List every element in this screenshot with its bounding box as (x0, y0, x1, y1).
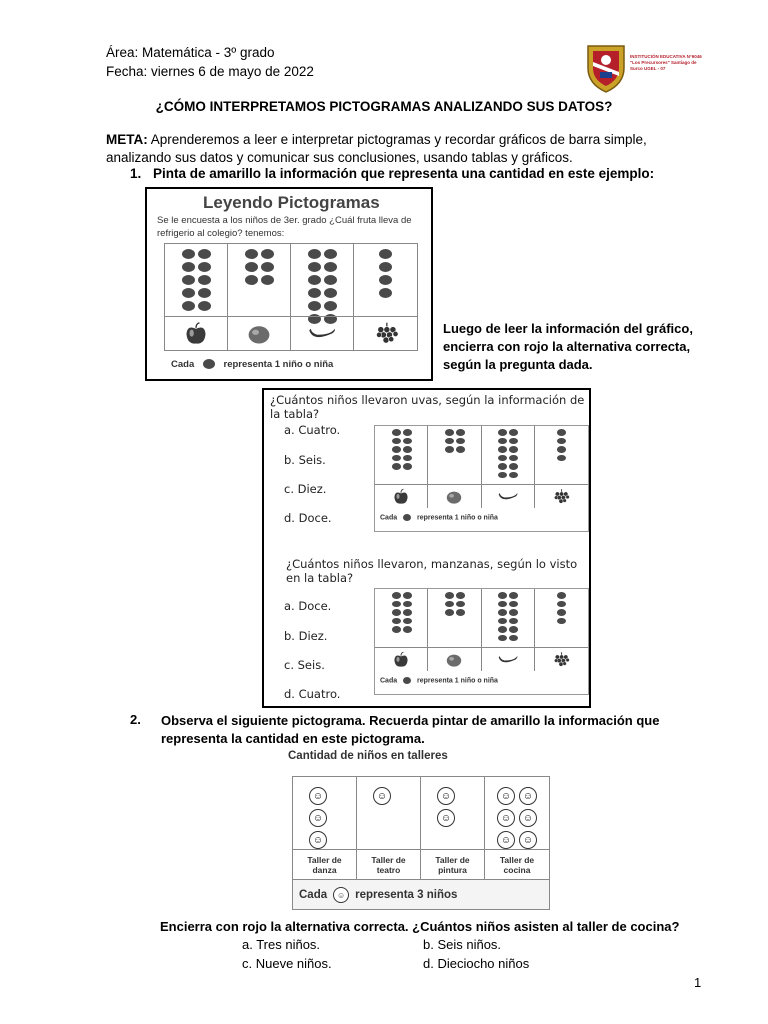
face-unit-icon: ☺ (309, 809, 327, 827)
taller-column (485, 777, 549, 879)
pictogram-column (291, 244, 354, 350)
dot-column (444, 591, 466, 617)
dot-unit-icon (509, 438, 518, 445)
dot-unit-icon (403, 455, 412, 462)
talleres-title: Cantidad de niños en talleres (288, 750, 448, 762)
dot-unit-icon (509, 635, 518, 642)
question2-text: Encierra con rojo la alternativa correcta. ¿Cuántos niños asisten al taller de cocina? (160, 919, 680, 934)
face-unit-icon: ☺ (497, 809, 515, 827)
dot-unit-icon (182, 262, 195, 272)
dot-unit-icon (509, 626, 518, 633)
taller-column (357, 777, 421, 879)
dot-unit-icon (392, 592, 401, 599)
pictogram-column (375, 426, 428, 508)
dot-unit-icon (509, 618, 518, 625)
face-unit-icon: ☺ (497, 787, 515, 805)
dot-unit-icon (403, 429, 412, 436)
dot-unit-icon (308, 301, 321, 311)
face-unit-icon: ☺ (333, 887, 349, 903)
dot-unit-icon (324, 288, 337, 298)
dot-unit-icon (392, 609, 401, 616)
dot-unit-icon (392, 438, 401, 445)
legend-key-before: Cada (171, 359, 195, 370)
taller-label: Taller de cocina (485, 849, 549, 879)
dot-unit-icon (403, 463, 412, 470)
face-group (435, 785, 457, 829)
dot-unit-icon (557, 455, 566, 462)
dot-unit-icon (403, 446, 412, 453)
dot-unit-icon (498, 609, 507, 616)
face-group (307, 785, 329, 851)
dot-unit-icon (261, 262, 274, 272)
dot-unit-icon (445, 609, 454, 616)
dot-unit-icon (245, 249, 258, 259)
dot-column (378, 247, 394, 299)
item2-text: Observa el siguiente pictograma. Recuerda pintar de amarillo la información que representa la cantidad en este pictograma. (161, 713, 660, 746)
grapes-icon (535, 484, 588, 509)
dot-unit-icon (557, 601, 566, 608)
dot-unit-icon (456, 438, 465, 445)
dot-unit-icon (403, 438, 412, 445)
dot-unit-icon (498, 455, 507, 462)
dot-unit-icon (509, 609, 518, 616)
dot-column (556, 591, 567, 625)
dot-unit-icon (392, 618, 401, 625)
orange-icon (428, 647, 480, 672)
dot-unit-icon (498, 635, 507, 642)
dot-unit-icon (498, 601, 507, 608)
dot-unit-icon (379, 288, 392, 298)
face-group (495, 785, 539, 851)
dot-unit-icon (509, 455, 518, 462)
dot-unit-icon (445, 446, 454, 453)
dot-unit-icon (498, 446, 507, 453)
face-unit-icon: ☺ (437, 809, 455, 827)
dot-unit-icon (392, 626, 401, 633)
question2-option-a[interactable]: a. Tres niños. (242, 937, 321, 952)
question2-option-d[interactable]: d. Dieciocho niños (423, 956, 530, 971)
dot-unit-icon (509, 463, 518, 470)
pictogram-column (228, 244, 291, 350)
mini-key-1-before: Cada (380, 514, 398, 522)
talleres-pictogram-grid (292, 776, 550, 880)
mini-key-1 (380, 514, 498, 521)
dot-unit-icon (403, 618, 412, 625)
area-line: Área: Matemática - 3º grado (106, 45, 275, 60)
dot-unit-icon (392, 455, 401, 462)
pictogram-column (428, 589, 481, 671)
mini-key-2 (380, 677, 498, 684)
dot-unit-icon (498, 618, 507, 625)
grapes-icon (535, 647, 588, 672)
talleres-key (292, 880, 550, 910)
dot-unit-icon (324, 262, 337, 272)
orange-icon (428, 484, 480, 509)
logo-text: INSTITUCIÓN EDUCATIVA N°6046 "Los Precursores" Santiago de Surco UGEL - 07 (630, 54, 702, 71)
dot-unit-icon (557, 429, 566, 436)
face-unit-icon: ☺ (373, 787, 391, 805)
dot-unit-icon (509, 446, 518, 453)
dot-column (444, 428, 466, 454)
dot-unit-icon (308, 275, 321, 285)
question-uvas-option-c[interactable]: c. Diez. (284, 482, 327, 496)
school-crest-icon (584, 42, 628, 94)
dot-unit-icon (198, 262, 211, 272)
dot-unit-icon (308, 262, 321, 272)
orange-icon (228, 316, 290, 351)
dot-unit-icon (261, 249, 274, 259)
item1-number: 1. (130, 166, 142, 181)
mini-pictogram-1-grid (375, 426, 588, 508)
dot-unit-icon (509, 429, 518, 436)
dot-unit-icon (379, 249, 392, 259)
dot-column (181, 247, 213, 312)
mini-pictogram-2 (374, 588, 589, 695)
mini-pictogram-1 (374, 425, 589, 532)
face-group (371, 785, 393, 807)
face-unit-icon: ☺ (437, 787, 455, 805)
apple-icon (375, 647, 427, 672)
dot-unit-icon (392, 463, 401, 470)
pictogram-column (354, 244, 417, 350)
dot-unit-icon (392, 601, 401, 608)
page-number: 1 (694, 975, 702, 990)
face-unit-icon: ☺ (309, 831, 327, 849)
grapes-icon (354, 316, 417, 351)
dot-unit-icon (324, 249, 337, 259)
question-manzanas-option-a[interactable]: a. Doce. (284, 599, 332, 613)
dot-column (391, 428, 413, 471)
question2-option-c[interactable]: c. Nueve niños. (242, 956, 332, 971)
pictogram-column (482, 426, 535, 508)
pictogram-column (535, 426, 588, 508)
dot-unit-icon (498, 463, 507, 470)
dot-unit-icon (498, 438, 507, 445)
meta-label: META: (106, 132, 148, 147)
dot-unit-icon (182, 275, 195, 285)
mini-key-1-after: representa 1 niño o niña (417, 514, 498, 522)
apple-icon (375, 484, 427, 509)
banana-icon (291, 316, 353, 351)
question-uvas-option-a[interactable]: a. Cuatro. (284, 423, 341, 437)
dot-column (391, 591, 413, 634)
mini-key-2-after: representa 1 niño o niña (417, 677, 498, 685)
date-line: Fecha: viernes 6 de mayo de 2022 (106, 64, 314, 79)
pictogram-column (535, 589, 588, 671)
dot-unit-icon (498, 429, 507, 436)
dot-unit-icon (182, 288, 195, 298)
dot-unit-icon (403, 601, 412, 608)
question-manzanas-option-b[interactable]: b. Diez. (284, 629, 328, 643)
taller-label: Taller de teatro (357, 849, 420, 879)
dot-unit-icon (445, 601, 454, 608)
dot-unit-icon (557, 592, 566, 599)
taller-label: Taller de pintura (421, 849, 484, 879)
question-manzanas-text: ¿Cuántos niños llevaron, manzanas, según lo visto en la tabla? (286, 557, 578, 585)
dot-unit-icon (456, 429, 465, 436)
pictogram-column (428, 426, 481, 508)
dot-unit-icon (182, 301, 195, 311)
dot-unit-icon (324, 275, 337, 285)
dot-unit-icon (308, 249, 321, 259)
dot-unit-icon (403, 626, 412, 633)
face-unit-icon: ☺ (309, 787, 327, 805)
dot-unit-icon (456, 609, 465, 616)
legend-pictogram-box (145, 187, 433, 381)
pictogram-column (482, 589, 535, 671)
talleres-key-after: representa 3 niños (355, 889, 458, 901)
dot-column (556, 428, 567, 462)
dot-unit-icon (198, 301, 211, 311)
dot-unit-icon (456, 601, 465, 608)
legend-subtitle: Se le encuesta a los niños de 3er. grado ¿Cuál fruta lleva de refrigerio al colegio? tenemos: (157, 215, 412, 239)
meta-text: Aprenderemos a leer e interpretar pictogramas y recordar gráficos de barra simple, analizando sus datos y comunicar sus conclusiones, usando tablas y gráficos. (106, 132, 647, 165)
dot-unit-icon (379, 275, 392, 285)
dot-unit-icon (445, 429, 454, 436)
legend-key (171, 359, 333, 370)
dot-column (307, 247, 339, 325)
dot-column (497, 428, 519, 479)
dot-unit-icon (392, 429, 401, 436)
dot-unit-icon (557, 618, 566, 625)
taller-label: Taller de danza (293, 849, 356, 879)
question-uvas-option-d[interactable]: d. Doce. (284, 511, 332, 525)
dot-unit-icon (403, 609, 412, 616)
dot-unit-icon (245, 262, 258, 272)
banana-icon (482, 647, 534, 672)
dot-unit-icon (403, 514, 411, 521)
question-manzanas-option-d[interactable]: d. Cuatro. (284, 687, 341, 701)
taller-column (293, 777, 357, 879)
question2-option-b[interactable]: b. Seis niños. (423, 937, 502, 952)
dot-column (244, 247, 276, 286)
dot-unit-icon (445, 592, 454, 599)
dot-unit-icon (203, 359, 215, 369)
dot-unit-icon (509, 592, 518, 599)
dot-unit-icon (498, 472, 507, 479)
dot-unit-icon (198, 275, 211, 285)
mini-key-2-before: Cada (380, 677, 398, 685)
meta-paragraph (106, 131, 706, 167)
dot-unit-icon (456, 592, 465, 599)
dot-unit-icon (456, 446, 465, 453)
dot-column (497, 591, 519, 642)
pictogram-column (165, 244, 228, 350)
legend-pictogram-grid (164, 243, 418, 351)
dot-unit-icon (498, 592, 507, 599)
legend-key-after: representa 1 niño o niña (223, 359, 334, 370)
dot-unit-icon (245, 275, 258, 285)
dot-unit-icon (198, 249, 211, 259)
dot-unit-icon (182, 249, 195, 259)
dot-unit-icon (557, 438, 566, 445)
question-uvas-option-b[interactable]: b. Seis. (284, 453, 326, 467)
taller-column (421, 777, 485, 879)
dot-unit-icon (198, 288, 211, 298)
talleres-key-row (299, 887, 457, 903)
pictogram-column (375, 589, 428, 671)
item1-text: Pinta de amarillo la información que representa una cantidad en este ejemplo: (153, 166, 655, 181)
item2-number: 2. (130, 712, 141, 727)
banana-icon (482, 484, 534, 509)
dot-unit-icon (557, 446, 566, 453)
question-manzanas-option-c[interactable]: c. Seis. (284, 658, 325, 672)
face-unit-icon: ☺ (519, 809, 537, 827)
question-uvas-text: ¿Cuántos niños llevaron uvas, según la información de la tabla? (270, 393, 585, 421)
legend-title: Leyendo Pictogramas (203, 193, 380, 212)
apple-icon (165, 316, 227, 351)
dot-unit-icon (509, 601, 518, 608)
dot-unit-icon (445, 438, 454, 445)
face-unit-icon: ☺ (519, 831, 537, 849)
mini-pictogram-2-grid (375, 589, 588, 671)
dot-unit-icon (403, 592, 412, 599)
face-unit-icon: ☺ (519, 787, 537, 805)
instruction-right: Luego de leer la información del gráfico, encierra con rojo la alternativa correcta, según la pregunta dada. (443, 321, 693, 372)
dot-unit-icon (324, 301, 337, 311)
dot-unit-icon (392, 446, 401, 453)
face-unit-icon: ☺ (497, 831, 515, 849)
dot-unit-icon (403, 677, 411, 684)
dot-unit-icon (379, 262, 392, 272)
dot-unit-icon (261, 275, 274, 285)
talleres-key-before: Cada (299, 889, 328, 901)
dot-unit-icon (509, 472, 518, 479)
school-logo (584, 42, 704, 94)
dot-unit-icon (498, 626, 507, 633)
questions-box (262, 388, 591, 708)
dot-unit-icon (557, 609, 566, 616)
page-title: ¿CÓMO INTERPRETAMOS PICTOGRAMAS ANALIZANDO SUS DATOS? (155, 99, 613, 114)
dot-unit-icon (308, 288, 321, 298)
